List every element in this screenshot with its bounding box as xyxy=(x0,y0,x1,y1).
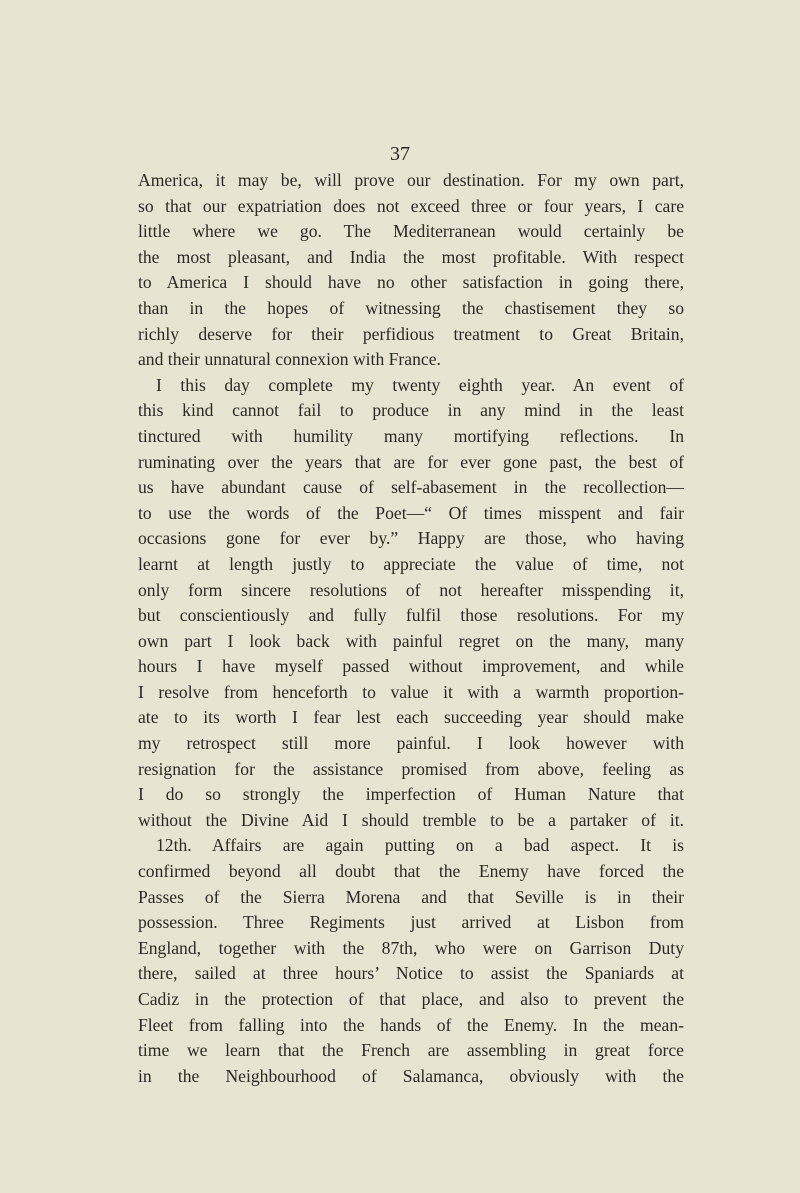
paragraph xyxy=(138,833,684,1089)
text-line: Fleet from falling into the hands of the Enemy. In the mean- xyxy=(138,1014,684,1035)
text-line: without the Divine Aid I should tremble to be a partaker of it. xyxy=(138,809,684,830)
text-line: the most pleasant, and India the most profitable. With respect xyxy=(138,246,684,267)
text-line: ruminating over the years that are for ever gone past, the best of xyxy=(138,451,684,472)
text-line: there, sailed at three hours’ Notice to assist the Spaniards at xyxy=(138,963,684,984)
text-line: I do so strongly the imperfection of Human Nature that xyxy=(138,784,684,805)
text-line: 12th. Affairs are again putting on a bad aspect. It is xyxy=(156,835,684,856)
text-line: and their unnatural connexion with France. xyxy=(138,349,441,370)
text-line: in the Neighbourhood of Salamanca, obviously with the xyxy=(138,1065,684,1086)
body-text xyxy=(138,168,684,1089)
text-line: occasions gone for ever by.” Happy are those, who having xyxy=(138,528,684,549)
text-line: hours I have myself passed without improvement, and while xyxy=(138,656,684,677)
paragraph xyxy=(138,168,684,373)
text-line: but conscientiously and fully fulfil those resolutions. For my xyxy=(138,605,684,626)
text-line: possession. Three Regiments just arrived at Lisbon from xyxy=(138,912,684,933)
text-line: ate to its worth I fear lest each succeeding year should make xyxy=(138,707,684,728)
text-line: own part I look back with painful regret on the many, many xyxy=(138,630,684,651)
text-line: little where we go. The Mediterranean would certainly be xyxy=(138,221,684,242)
text-line: than in the hopes of witnessing the chastisement they so xyxy=(138,297,684,318)
text-line: I resolve from henceforth to value it with a warmth proportion- xyxy=(138,681,684,702)
text-line: Cadiz in the protection of that place, and also to prevent the xyxy=(138,989,684,1009)
text-line: learnt at length justly to appreciate the value of time, not xyxy=(138,553,684,574)
text-line: I this day complete my twenty eighth year. An event of xyxy=(156,374,684,395)
text-line: richly deserve for their perfidious treatment to Great Britain, xyxy=(138,323,684,344)
text-line: confirmed beyond all doubt that the Enemy have forced the xyxy=(138,861,684,882)
text-line: my retrospect still more painful. I look however with xyxy=(138,733,684,754)
text-line: America, it may be, will prove our destination. For my own part, xyxy=(138,170,684,190)
text-line: this kind cannot fail to produce in any mind in the least xyxy=(138,400,684,421)
text-line: us have abundant cause of self-abasement in the recollection— xyxy=(138,477,684,498)
text-line: resignation for the assistance promised from above, feeling as xyxy=(138,758,684,779)
paragraph xyxy=(138,373,684,834)
text-line: only form sincere resolutions of not hereafter misspending it, xyxy=(138,579,684,600)
text-line: Passes of the Sierra Morena and that Seville is in their xyxy=(138,886,684,907)
text-line: time we learn that the French are assembling in great force xyxy=(138,1040,684,1061)
text-line: England, together with the 87th, who were on Garrison Duty xyxy=(138,937,684,958)
page-number: 37 xyxy=(390,143,410,165)
text-line: to America I should have no other satisfaction in going there, xyxy=(138,272,684,293)
text-line: to use the words of the Poet—“ Of times misspent and fair xyxy=(138,502,684,523)
text-line: so that our expatriation does not exceed three or four years, I care xyxy=(138,195,684,216)
text-line: tinctured with humility many mortifying reflections. In xyxy=(138,425,684,446)
